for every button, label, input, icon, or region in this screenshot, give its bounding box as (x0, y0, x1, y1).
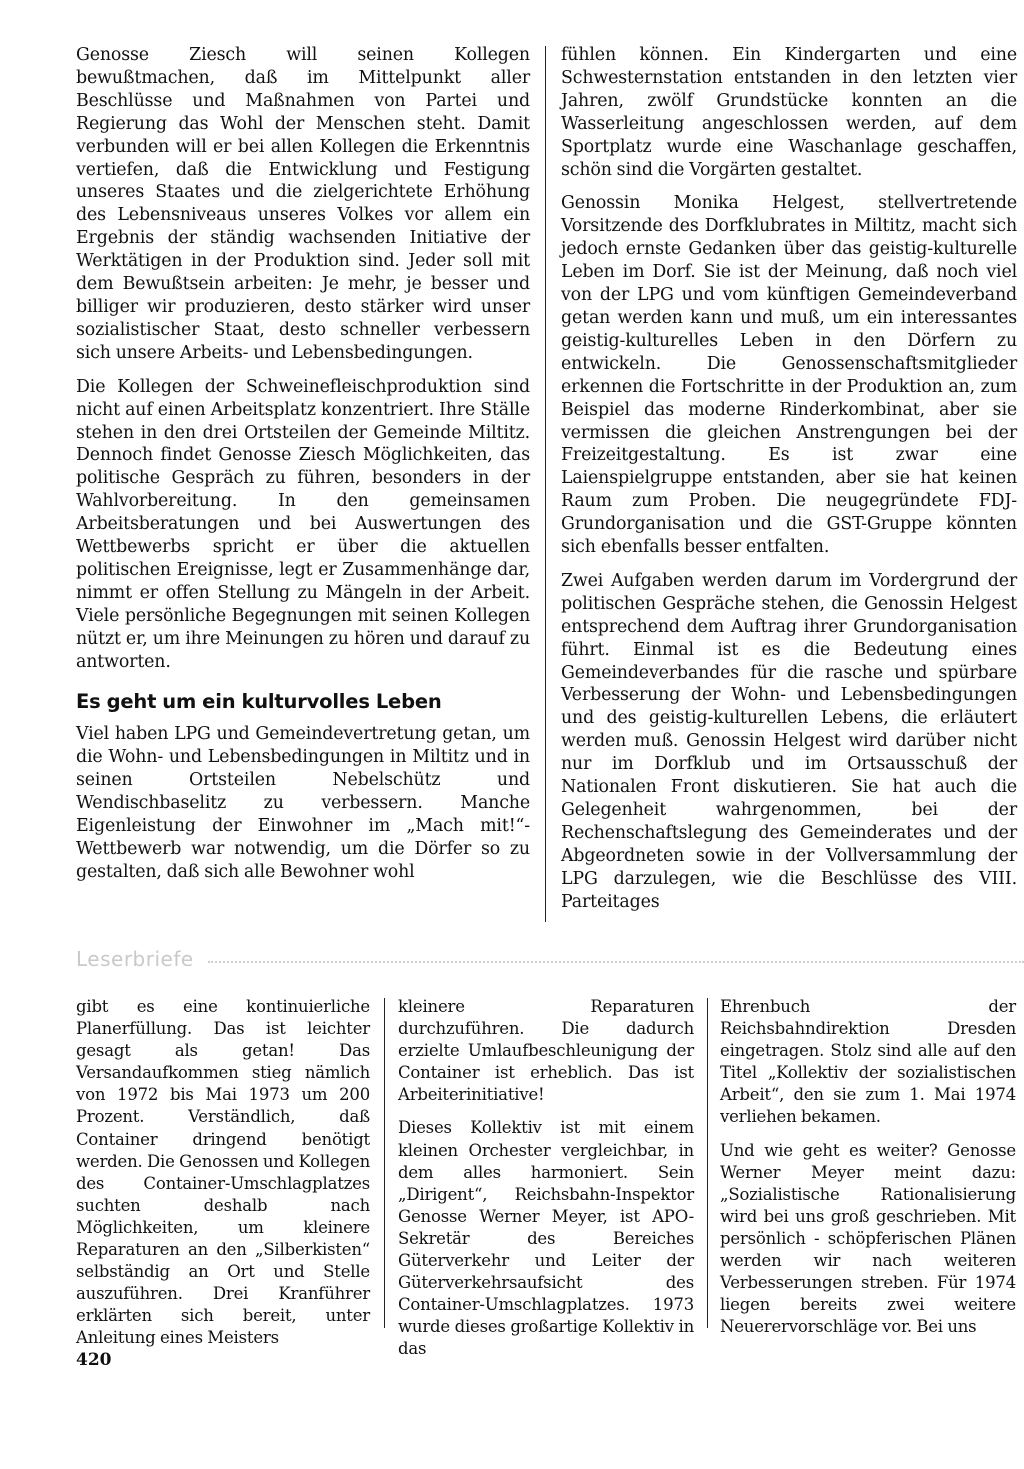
paragraph: Ehrenbuch der Reichsbahndirektion Dresden eingetragen. Stolz sind alle auf den Titel „Kollektiv der sozialistischen Arbeit“, den sie zum 1. Mai 1974 verliehen bekamen. (720, 997, 1016, 1127)
paragraph: Dieses Kollektiv ist mit einem kleinen Orchester vergleichbar, in dem alles harmoniert. Sein „Dirigent“, Reichsbahn-Inspektor Genosse Werner Meyer, ist APO-Sekretär des Bereiches Güterverkehr und Leiter der Güterverkehrsaufsicht des Container-Umschlagplatzes. 1973 wurde dieses großartige Kollektiv in das (398, 1118, 694, 1359)
paragraph: fühlen können. Ein Kindergarten und eine Schwesternstation entstanden in den letzten vier Jahren, zwölf Grundstücke konnten an die Wasserleitung angeschlossen werden, auf dem Sportplatz wurde eine Waschanlage geschaffen, schön sind die Vorgärten gestaltet. (561, 45, 1017, 180)
section-label: Leserbriefe (76, 947, 194, 971)
top-right-column (561, 44, 1017, 925)
paragraph: Und wie geht es weiter? Genosse Werner Meyer meint dazu: „Sozialistische Rationalisierung wird bei uns groß geschrieben. Mit persönlich - schöpferischen Plänen werden wir nach weiteren Verbesserungen streben. Für 1974 liegen bereits zwei weitere Neuerervorschläge vor. Bei uns (720, 1140, 1016, 1337)
paragraph: kleinere Reparaturen durchzuführen. Die dadurch erzielte Umlaufbeschleunigung der Container ist erheblich. Das ist Arbeiterinitiative! (398, 997, 694, 1105)
column-divider (545, 46, 546, 922)
bottom-column-1 (76, 996, 370, 1361)
section-header (76, 944, 1024, 974)
paragraph: gibt es eine kontinuierliche Planerfüllung. Das ist leichter gesagt als getan! Das Versandaufkommen stieg nämlich von 1972 bis Mai 1973 um 200 Prozent. Verständlich, daß Container dringend benötigt werden. Die Genossen und Kollegen des Container-Umschlagplatzes suchten deshalb nach Möglichkeiten, um kleinere Reparaturen an den „Silberkisten“ selbständig an Ort und Stelle auszuführen. Drei Kranführer erklärten sich bereit, unter Anleitung eines Meisters (76, 997, 370, 1348)
paragraph: Zwei Aufgaben werden darum im Vordergrund der politischen Gespräche stehen, die Genossin Helgest entsprechend dem Auftrag ihrer Grundorganisation führt. Einmal ist es die Bedeutung eines Gemeindeverbandes für die rasche und spürbare Verbesserung der Wohn- und Lebensbedingungen und des geistig-kulturellen Lebens, die erläutert werden muß. Genossin Helgest wird darüber nicht nur im Dorfklub und im Ortsausschuß der Nationalen Front diskutieren. Sie hat auch die Gelegenheit wahrgenommen, bei der Rechenschaftslegung des Gemeinderates und der Abgeordneten sowie in der Vollversammlung der LPG darzulegen, wie die Beschlüsse des VIII. Parteitages (561, 570, 1017, 912)
column-divider (707, 998, 708, 1328)
top-left-column (76, 44, 530, 895)
page-number: 420 (76, 1350, 112, 1370)
column-divider (384, 998, 385, 1328)
dotted-rule (208, 961, 1024, 963)
bottom-column-3 (720, 996, 1016, 1349)
paragraph: Genosse Ziesch will seinen Kollegen bewußtmachen, daß im Mittelpunkt aller Beschlüsse und Maßnahmen von Partei und Regierung das Wohl der Menschen steht. Damit verbunden will er bei allen Kollegen die Erkenntnis vertiefen, daß die Entwicklung und Festigung unseres Staates und die zielgerichtete Erhöhung des Lebensniveaus unseres Volkes vor allem ein Ergebnis der ständig wachsenden Initiative der Werktätigen in der Produktion sind. Jeder soll mit dem Bewußtsein arbeiten: Je mehr, je besser und billiger wir produzieren, desto stärker wird unser sozialistischer Staat, desto schneller verbessern sich unsere Arbeits- und Lebensbedingungen. (76, 45, 530, 363)
paragraph: Viel haben LPG und Gemeindevertretung getan, um die Wohn- und Lebensbedingungen in Miltitz und in seinen Ortsteilen Nebelschütz und Wendischbaselitz zu verbessern. Manche Eigenleistung der Einwohner im „Mach mit!“-Wettbewerb war notwendig, um die Dörfer so zu gestalten, daß sich alle Bewohner wohl (76, 724, 530, 882)
section-heading: Es geht um ein kulturvolles Leben (76, 690, 442, 714)
bottom-column-2 (398, 996, 694, 1372)
paragraph: Genossin Monika Helgest, stellvertretende Vorsitzende des Dorfklubrates in Miltitz, macht sich jedoch ernste Gedanken über das geistig-kulturelle Leben im Dorf. Sie ist der Meinung, daß noch viel von der LPG und vom künftigen Gemeindeverband getan werden kann und muß, um ein interessantes geistig-kulturelles Leben in den Dörfern zu entwickeln. Die Genossenschaftsmitglieder erkennen die Fortschritte in der Produktion an, zum Beispiel das moderne Rinderkombinat, aber sie vermissen die gleichen Anstrengungen bei der Freizeitgestaltung. Es ist zwar eine Laienspielgruppe entstanden, aber sie hat keinen Raum zum Proben. Die neugegründete FDJ-Grundorganisation und die GST-Gruppe könnten sich ebenfalls besser entfalten. (561, 193, 1017, 558)
paragraph: Die Kollegen der Schweinefleischproduktion sind nicht auf einen Arbeitsplatz konzentriert. Ihre Ställe stehen in den drei Ortsteilen der Gemeinde Miltitz. Dennoch findet Genosse Ziesch Möglichkeiten, das politische Gespräch zu führen, besonders in der Wahlvorbereitung. In den gemeinsamen Arbeitsberatungen und bei Auswertungen des Wettbewerbs spricht er über die aktuellen politischen Ereignisse, legt er Zusammenhänge dar, nimmt er offen Stellung zu Mängeln in der Arbeit. Viele persönliche Begegnungen mit seinen Kollegen nützt er, um ihre Meinungen zu hören und darauf zu antworten. (76, 376, 530, 672)
